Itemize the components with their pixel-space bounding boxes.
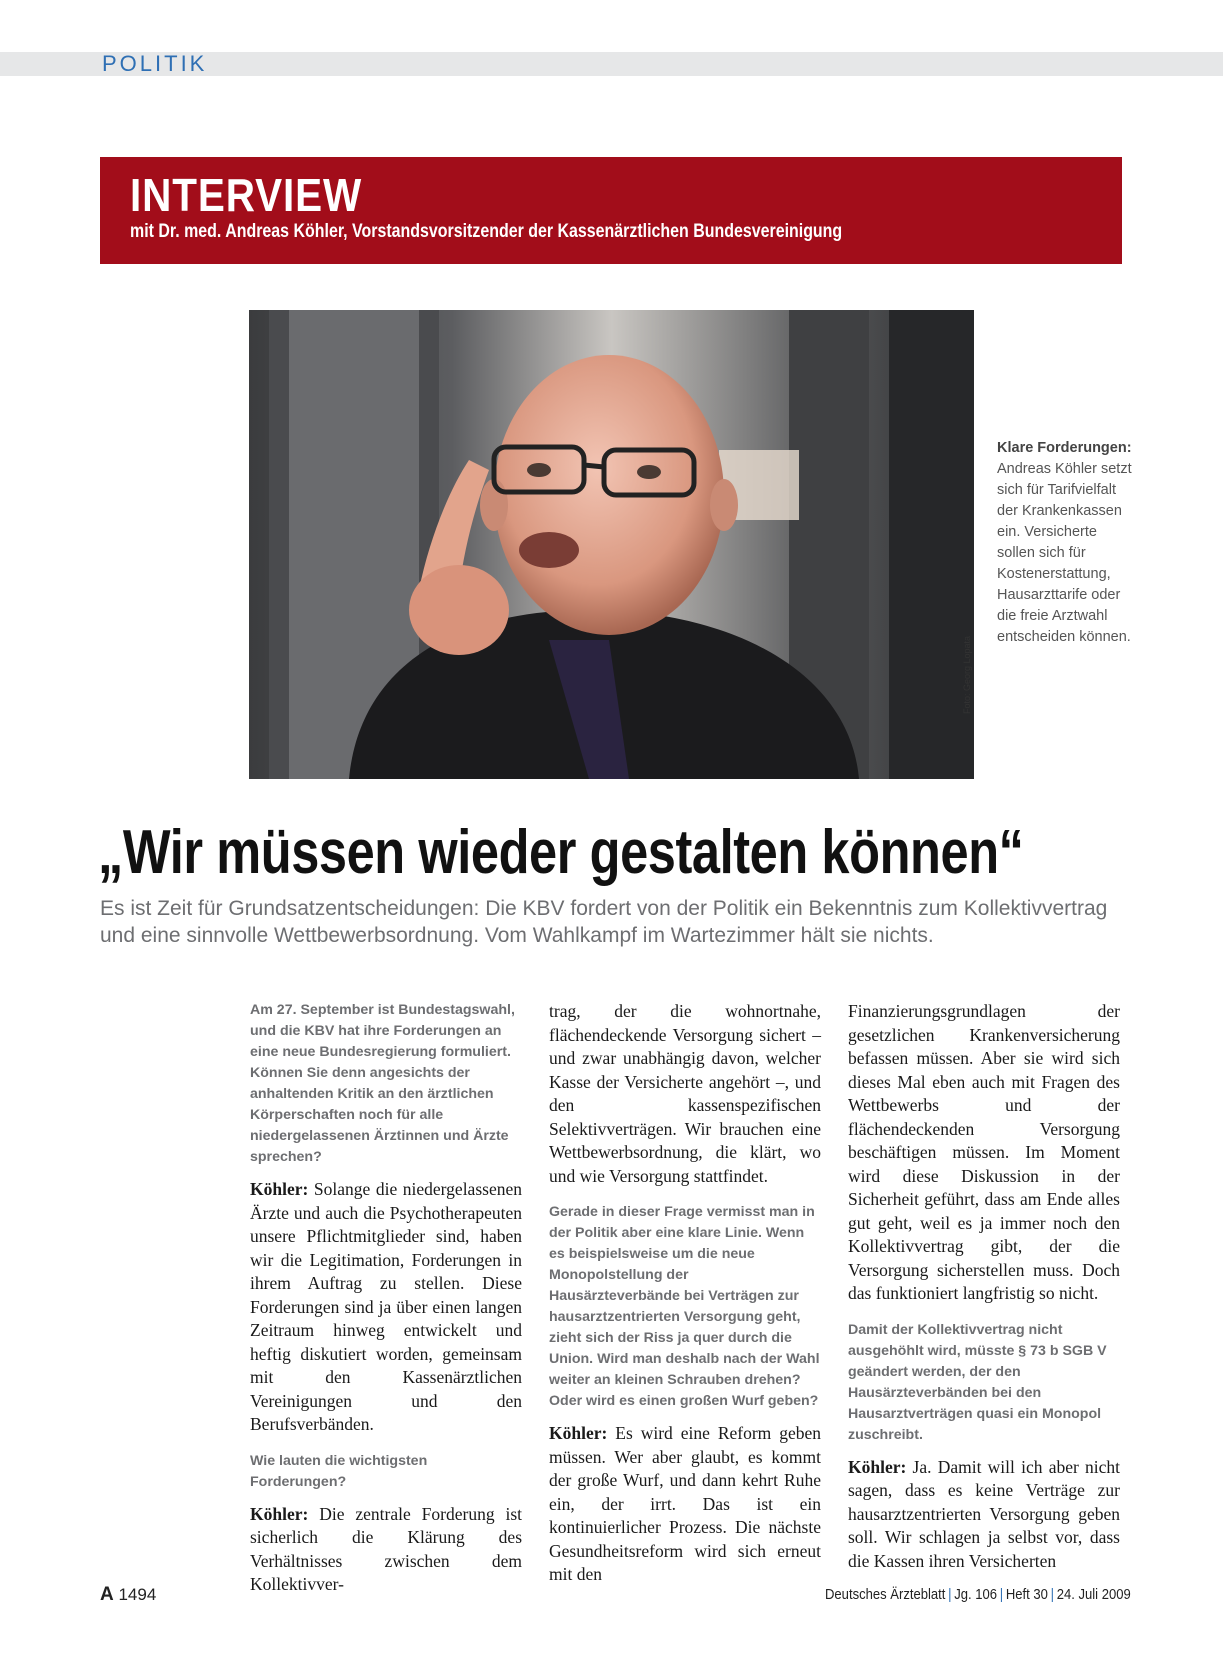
lead-paragraph: Es ist Zeit für Grundsatzentscheidungen: Die KBV fordert von der Politik ein Bekenntnis zum Kollektivvertrag und eine sinnvolle Wettbewerbsordnung. Vom Wahlkampf im Wartezimmer hält sie nichts. [100, 897, 1108, 947]
issue: Heft 30 [1005, 1587, 1048, 1603]
page-number [100, 1584, 156, 1606]
answer [549, 1422, 821, 1587]
speaker: Köhler: [250, 1503, 309, 1524]
column-1 [250, 1000, 522, 1597]
answer-text: Die zentrale Forderung ist sicherlich die Klärung des Verhältnisses zwischen dem Kollektivver- [250, 1503, 523, 1594]
banner-title: INTERVIEW [130, 169, 363, 221]
answer [250, 1503, 522, 1597]
speaker: Köhler: [250, 1179, 309, 1199]
answer-text: Solange die niedergelassenen Ärzte und auch die Psychotherapeuten unsere Pflichtmitglieder sind, haben wir die Legitimation, Forderungen in ihrem Auftrag zu stellen. Diese Forderungen sind ja über einen langen Zeitraum hinweg entwickelt und heftig diskutiert worden, gemeinsam mit den Kassenärztlichen Vereinigungen und den Berufsverbänden. [250, 1179, 522, 1434]
photo-credit: Foto: Georg Lopata [962, 635, 972, 714]
headline: „Wir müssen wieder gestalten können“ [98, 818, 1024, 887]
answer: trag, der die wohnortnahe, flächendeckende Versorgung sichert – und zwar unabhängig davon, welcher Kasse der Versicherte angehört –, und den kassenspezifischen Selektivverträgen. Wir brauchen eine Wettbewerbsordnung, die klärt, wo und wie Versorgung stattfindet. [549, 1001, 821, 1186]
column-2 [549, 1000, 821, 1587]
section-label: POLITIK [102, 51, 208, 76]
answer-text: Es wird eine Reform geben müssen. Wer aber glaubt, es kommt der große Wurf, und dann kehrt Ruhe ein, der irrt. Das ist ein kontinuierlicher Prozess. Die nächste Gesundheitsreform wird sich erneut mit den [549, 1423, 822, 1584]
banner-subtitle: mit Dr. med. Andreas Köhler, Vorstandsvorsitzender der Kassenärztlichen Bundesvereinigung [130, 221, 843, 242]
question: Gerade in dieser Frage vermisst man in der Politik aber eine klare Linie. Wenn es beispielsweise um die neue Monopolstellung der Hausärzteverbände bei Verträgen zur hausarztzentrierten Versorgung geht, zieht sich der Riss ja quer durch die Union. Wird man deshalb nach der Wahl weiter an kleinen Schrauben drehen? Oder wird es einen großen Wurf geben? [549, 1204, 820, 1409]
page-number-value: 1494 [118, 1585, 157, 1604]
caption-text: Andreas Köhler setzt sich für Tarifvielfalt der Krankenkassen ein. Versicherte sollen sich für Kostenerstattung, Hausarzttarife oder die freie Arztwahl entscheiden können. [997, 461, 1132, 645]
speaker: Köhler: [848, 1456, 907, 1477]
caption-lead: Klare Forderungen: [997, 440, 1132, 456]
answer-text: Ja. Damit will ich aber nicht sagen, dass es keine Verträge zur hausarztzentrierten Versorgung geben soll. Wir schlagen ja selbst vor, dass die Kassen ihren Versicherten [848, 1456, 1121, 1571]
footer-citation: Deutsches Ärzteblatt | Jg. 106 | Heft 30 | 24. Juli 2009 [825, 1587, 1131, 1603]
page-prefix: A [100, 1584, 114, 1605]
answer: Finanzierungsgrundlagen der gesetzlichen Krankenversicherung befassen müssen. Aber sie wird sich dieses Mal eben auch mit Fragen des Wettbewerbs und der flächendeckenden Versorgung beschäftigen müssen. Im Moment wird diese Diskussion in der Sicherheit geführt, dass am Ende alles gut geht, weil es ja immer noch den Kollektivvertrag gibt, der die Versorgung sicherstellen muss. Doch das funktioniert langfristig so nicht. [848, 1001, 1120, 1303]
question: Wie lauten die wichtigsten Forderungen? [250, 1452, 428, 1490]
photo-caption [997, 438, 1132, 648]
date: 24. Juli 2009 [1056, 1587, 1131, 1603]
portrait-photo [249, 310, 974, 779]
volume: Jg. 106 [954, 1587, 998, 1603]
journal-name: Deutsches Ärzteblatt [825, 1587, 946, 1603]
answer [250, 1178, 522, 1437]
question: Damit der Kollektivvertrag nicht ausgehöhlt wird, müsste § 73 b SGB V geändert werden, der den Hausärzteverbänden bei den Hausarztverträgen quasi ein Monopol zuschreibt. [848, 1321, 1107, 1443]
speaker: Köhler: [549, 1423, 608, 1443]
column-3 [848, 1000, 1120, 1573]
portrait-illustration [249, 310, 974, 779]
question: Am 27. September ist Bundestagswahl, und die KBV hat ihre Forderungen an eine neue Bundesregierung formuliert. Können Sie denn angesichts der anhaltenden Kritik an den ärztlichen Körperschaften noch für alle niedergelassenen Ärztinnen und Ärzte sprechen? [250, 1002, 515, 1165]
answer [848, 1456, 1120, 1574]
